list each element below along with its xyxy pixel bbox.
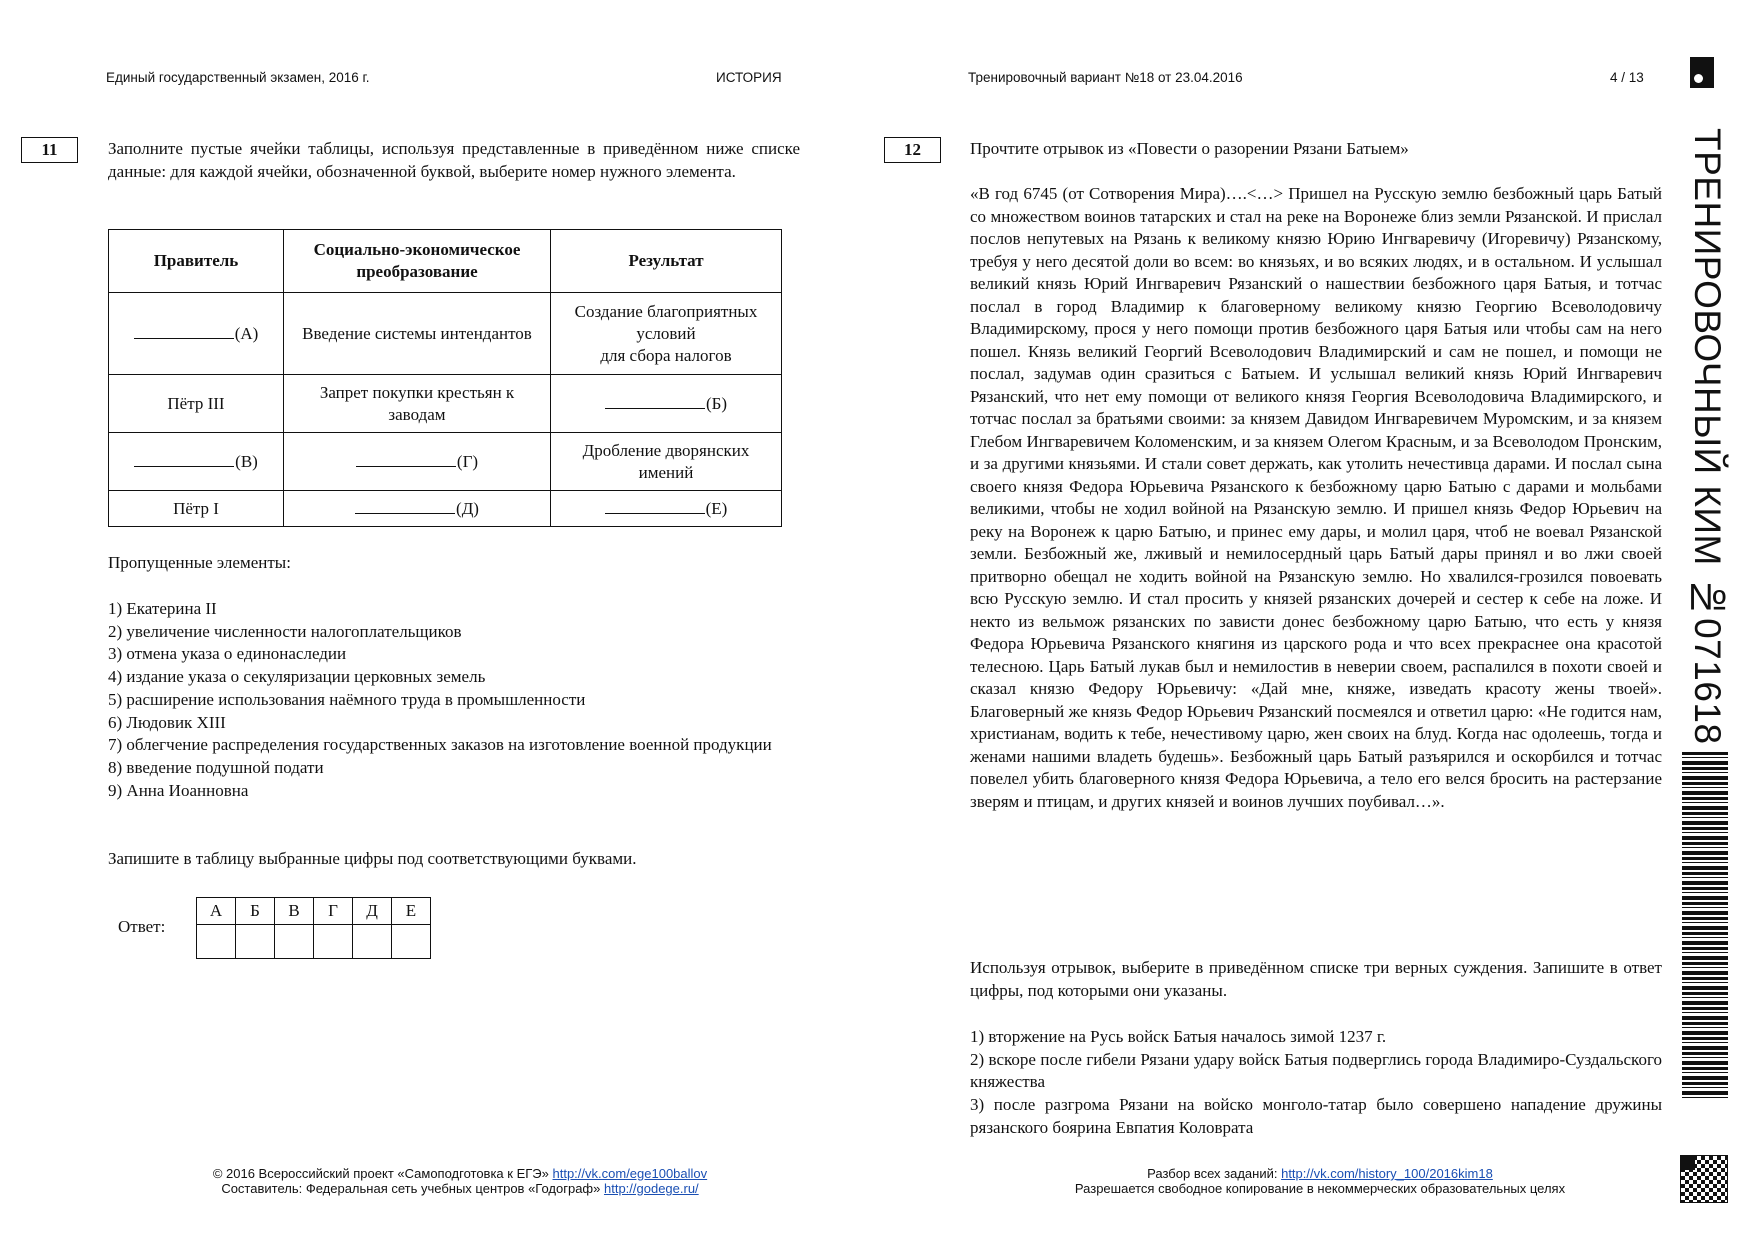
godege-link[interactable]: http://godege.ru/ [603, 1181, 699, 1196]
list-item: 6) Людовик XIII [108, 712, 226, 732]
answer-input[interactable] [353, 925, 392, 959]
list-item: 5) расширение использования наёмного труда в промышленности [108, 689, 586, 709]
barcode-icon [1682, 752, 1728, 1098]
list-item: 9) Анна Иоанновна [108, 780, 249, 800]
table-cell: Пётр I [109, 491, 284, 527]
cell-g[interactable]: (Г) [284, 433, 551, 491]
header-reform: Социально-экономическое преобразование [284, 230, 551, 293]
list-item: 2) вскоре после гибели Рязани удару войск Батыя подверглись города Владимиро-Суздальского княжества [970, 1049, 1662, 1092]
list-item: 3) после разгрома Рязани на войско монголо-татар было совершено нападение дружины рязанского боярина Евпатия Коловрата [970, 1095, 1662, 1137]
list-item: 3) отмена указа о единонаследии [108, 644, 347, 664]
table-cell: Создание благоприятных условий для сбора налогов [551, 293, 782, 375]
cell-e[interactable]: (Е) [551, 491, 782, 527]
footer-author: Составитель: Федеральная сеть учебных центров «Годограф» [221, 1181, 601, 1196]
header-result: Результат [551, 230, 782, 293]
table-cell: Введение системы интендантов [284, 293, 551, 375]
list-item: 2) увеличение численности налогоплательщиков [108, 621, 462, 641]
task-12-options [970, 1026, 1662, 1140]
answer-input[interactable] [275, 925, 314, 959]
answer-input[interactable] [236, 925, 275, 959]
answer-grid [196, 897, 431, 959]
task-12-instruction: Используя отрывок, выберите в приведённом списке три верных суждения. Запишите в ответ цифры, под которыми они указаны. [970, 958, 1662, 1000]
write-instruction: Запишите в таблицу выбранные цифры под соответствующими буквами. [108, 849, 637, 868]
missing-title: Пропущенные элементы: [108, 553, 291, 572]
answer-input[interactable] [314, 925, 353, 959]
table-cell: Дробление дворянских имений [551, 433, 782, 491]
answer-input[interactable] [197, 925, 236, 959]
exam-title: Единый государственный экзамен, 2016 г. [106, 70, 370, 85]
task-12-title: Прочтите отрывок из «Повести о разорении Рязани Батыем» [970, 139, 1409, 158]
answer-input[interactable] [392, 925, 431, 959]
list-item: 4) издание указа о секуляризации церковных земель [108, 667, 486, 687]
page-number: 4 / 13 [1610, 70, 1644, 85]
answer-letter: Г [314, 898, 353, 925]
list-item: 8) введение подушной подати [108, 757, 324, 777]
footer-right [1010, 1166, 1630, 1196]
cell-a[interactable]: (А) [109, 293, 284, 375]
subject-title: ИСТОРИЯ [716, 70, 782, 85]
answer-letter: Б [236, 898, 275, 925]
cell-d[interactable]: (Д) [284, 491, 551, 527]
missing-list [108, 598, 800, 802]
header-ruler: Правитель [109, 230, 284, 293]
answer-label: Ответ: [118, 917, 166, 936]
footer-analysis: Разбор всех заданий: [1147, 1166, 1278, 1181]
cell-b[interactable]: (Б) [551, 375, 782, 433]
corner-mark-icon [1690, 57, 1714, 88]
answer-letter: В [275, 898, 314, 925]
answer-letter: Д [353, 898, 392, 925]
list-item: 1) Екатерина II [108, 599, 217, 618]
answer-letter: Е [392, 898, 431, 925]
vk-link[interactable]: http://vk.com/ege100ballov [552, 1166, 708, 1181]
footer-copyright: © 2016 Всероссийский проект «Самоподготовка к ЕГЭ» [212, 1166, 549, 1181]
list-item: 1) вторжение на Русь войск Батыя началось зимой 1237 г. [970, 1027, 1387, 1046]
footer-left [150, 1166, 770, 1196]
kim-side-title: ТРЕНИРОВОЧНЫЙ КИМ №071618 [1687, 128, 1728, 745]
list-item: 7) облегчение распределения государственных заказов на изготовление военной продукции [108, 735, 772, 755]
task-12-excerpt: «В год 6745 (от Сотворения Мира)….<…> Пришел на Русскую землю безбожный царь Батый со множеством воинов татарских и стал на реке на Воронеже близ земли Рязанской. И прислал послов непутевых на Рязань к великому князю Юрию Ингваревичу (Игоревичу) Рязанскому, требуя у него десятой доли во всем: во князьях, и во всяких людях, и в остальном. И услышал великий князь Юрий Ингваревич Рязанский о нашествии безбожного царя Батыя, и тотчас послал в город Владимир к благоверному великому князю Георгию Всеволодовичу Владимирскому, прося у него помощи против безбожного царя Батыя или чтобы сам на него пошел. Князь великий Георгий Всеволодович Владимирский и сам не пошел, и помощи не послал, задумав один сразиться с Батыем. И услышал великий князь Юрий Ингваревич Рязанский, что нет ему помощи от великого князя Георгия Всеволодовича Владимирского, и тотчас послал за братьями своими: за князем Давидом Ингваревичем Муромским, и за князем Глебом Ингваревичем Коломенским, и за князем Олегом Красным, и за Всеволодом Пронским, и за другими князьями. И стали совет держать, как утолить нечестивца дарами. И послал сына своего князя Федора Юрьевича Рязанского к безбожному царю Батыю с дарами и мольбами великими, чтобы не ходил войной на Рязанскую землю. И пришел князь Федор Юрьевич на реку на Воронеж к царю Батыю, и принес ему дары, и молил царя, чтоб не воевал Рязанской земли. Безбожный же, лживый и немилосердный царь Батый дары принял и во лжи своей притворно обещал не ходить войной на Рязанскую землю. Но хвалился-грозился повоевать всю Русскую землю. И стал просить у князей рязанских дочерей и сестер к себе на ложе. И некто из вельмож рязанских по зависти донес безбожному царю Батыю, что есть у князя Федора Юрьевича Рязанского княгиня из царского рода и что всех прекраснее она красотой телесною. Царь Батый лукав был и немилостив в неверии своем, распалился в похоти своей и сказал князю Федору Юрьевичу: «Дай мне, княже, изведать красоту жены твоей». Благоверный же князь Федор Юрьевич Рязанский посмеялся и ответил царю: «Не годится нам, христианам, водить к тебе, нечестивому царю, жен своих на блуд. Когда нас одолеешь, тогда и женами нашими владеть будешь». Безбожный царь Батый разъярился и оскорбился и тотчас повелел убить благоверного князя Федора Юрьевича, а тело его велся бросить на растерзание зверям и птицам, и других князей и воинов лучших поубивал…». [970, 184, 1662, 811]
task-12-number: 12 [884, 137, 941, 163]
variant-title: Тренировочный вариант №18 от 23.04.2016 [968, 70, 1243, 85]
task-11-instruction: Заполните пустые ячейки таблицы, используя представленные в приведённом ниже списке данные: для каждой ячейки, обозначенной буквой, выберите номер нужного элемента. [108, 139, 800, 181]
table-cell: Пётр III [109, 375, 284, 433]
cell-v[interactable]: (В) [109, 433, 284, 491]
table-cell: Запрет покупки крестьян к заводам [284, 375, 551, 433]
answer-letter: А [197, 898, 236, 925]
task-11-number: 11 [21, 137, 78, 163]
footer-license: Разрешается свободное копирование в некоммерческих образовательных целях [1074, 1181, 1566, 1196]
analysis-link[interactable]: http://vk.com/history_100/2016kim18 [1281, 1166, 1493, 1181]
qr-code-icon [1680, 1155, 1728, 1203]
task-11-table [108, 229, 782, 527]
